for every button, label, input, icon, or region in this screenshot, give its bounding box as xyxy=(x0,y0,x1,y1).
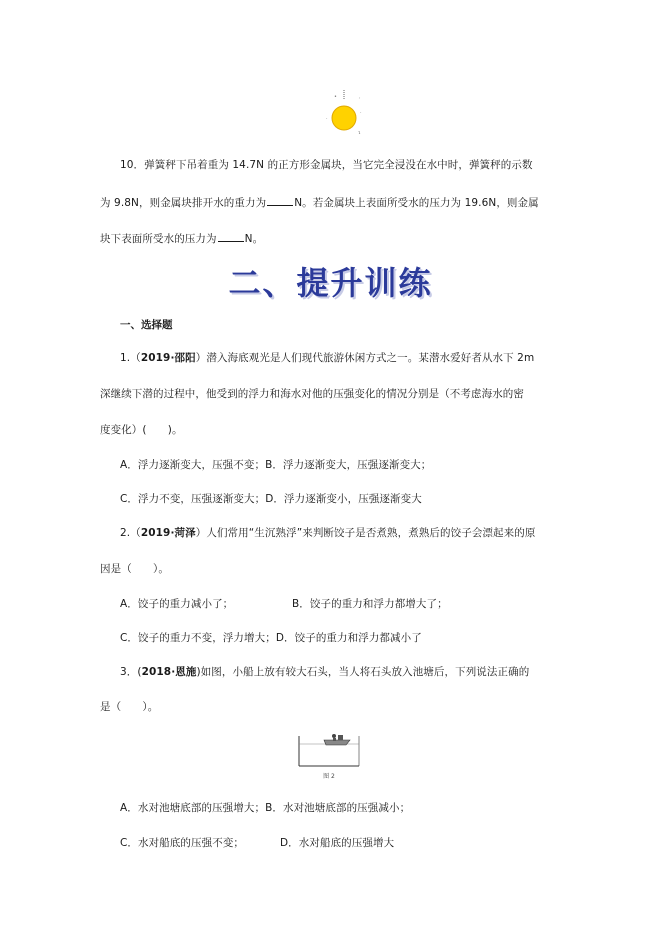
q3-line1-rest: )如图，小船上放有较大石头，当人将石头放入池塘后，下列说法正确的 xyxy=(196,666,530,678)
figure-caption: 图 2 xyxy=(323,773,335,780)
q10-line1: 10．弹簧秤下吊着重为 14.7N 的正方形金属块，当它完全浸没在水中时，弹簧秤的示数 xyxy=(120,159,533,171)
svg-text:•: • xyxy=(334,94,337,100)
q3-option-d: D．水对船底的压强增大 xyxy=(280,837,395,849)
subheading: 一、选择题 xyxy=(120,319,173,331)
svg-text:ˊ: ˊ xyxy=(358,98,361,104)
q2-options-cd: C．饺子的重力不变，浮力增大；D．饺子的重力和浮力都减小了 xyxy=(120,632,422,644)
answer-blank xyxy=(267,195,293,206)
q3-source: 2018·恩施 xyxy=(141,666,197,678)
q1-prefix: 1.（ xyxy=(120,352,141,364)
q10-line2-b: N。若金属块上表面所受水的压力为 19.6N，则金属 xyxy=(294,197,539,209)
q3-line2: 是（ ）。 xyxy=(100,701,159,713)
svg-text:·: · xyxy=(360,110,362,116)
q3-line1 xyxy=(120,665,529,679)
q2-option-b: B．饺子的重力和浮力都增大了； xyxy=(292,598,448,610)
answer-blank xyxy=(218,231,244,242)
q10-line3 xyxy=(100,231,263,246)
q10-line2 xyxy=(100,195,539,210)
q1-line3: 度变化）( )。 xyxy=(100,424,183,436)
q2-source: 2019·菏泽 xyxy=(140,527,196,539)
svg-text:ɿ: ɿ xyxy=(358,130,361,136)
q2-line2: 因是（ ）。 xyxy=(100,563,169,575)
q2-line1 xyxy=(120,526,535,540)
q1-options-ab: A．浮力逐渐变大，压强不变；B．浮力逐渐变大，压强逐渐变大； xyxy=(120,459,432,471)
q1-options-cd: C．浮力不变，压强逐渐变大；D．浮力逐渐变小，压强逐渐变大 xyxy=(120,493,422,505)
q2-line1-rest: ）人们常用“生沉熟浮”来判断饺子是否煮熟，煮熟后的饺子会漂起来的原 xyxy=(195,527,536,539)
q3-prefix: 3．( xyxy=(120,666,142,678)
q10-line3-a: 块下表面所受水的压力为 xyxy=(100,233,217,245)
q3-options-ab: A．水对池塘底部的压强增大；B．水对池塘底部的压强减小； xyxy=(120,802,411,814)
hanging-ball-figure xyxy=(320,88,368,140)
q1-line1-rest: ）潜入海底观光是人们现代旅游休闲方式之一。某潜水爱好者从水下 2m xyxy=(195,352,535,364)
q2-prefix: 2.（ xyxy=(120,527,141,539)
q3-option-c: C．水对船底的压强不变； xyxy=(120,837,245,849)
q2-option-a: A．饺子的重力减小了； xyxy=(120,598,234,610)
q1-source: 2019·邵阳 xyxy=(140,352,196,364)
q10-line2-a: 为 9.8N，则金属块排开水的重力为 xyxy=(100,197,267,209)
q10-line3-b: N。 xyxy=(244,233,264,245)
svg-text:·: · xyxy=(326,116,328,122)
boat-pond-figure xyxy=(298,728,360,782)
section-title: 二、提升训练 xyxy=(228,264,433,302)
q1-line2: 深继续下潜的过程中，他受到的浮力和海水对他的压强变化的情况分别是（不考虑海水的密 xyxy=(100,388,524,400)
q1-line1 xyxy=(120,351,534,365)
